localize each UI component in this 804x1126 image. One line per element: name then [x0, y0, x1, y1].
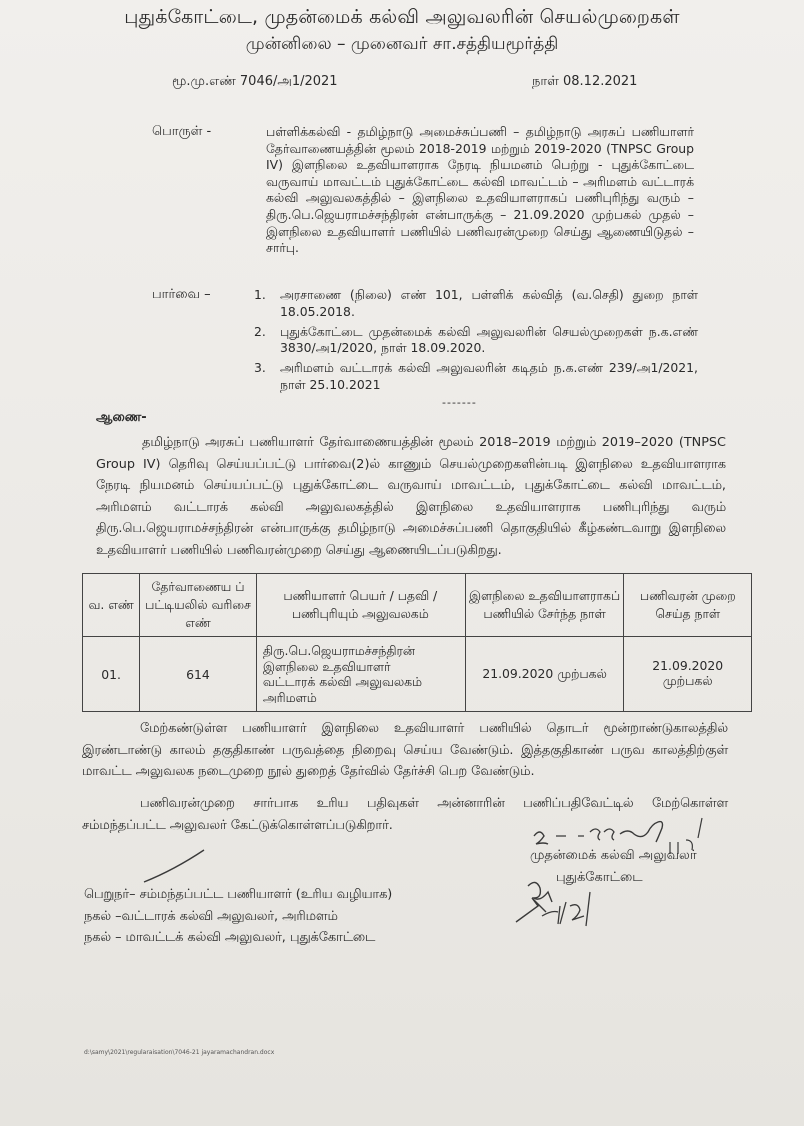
subject-label: பொருள் - — [152, 124, 212, 139]
header-serial: வ. எண் — [83, 574, 140, 637]
copy-list — [84, 884, 392, 949]
document-title: புதுக்கோட்டை, முதன்மைக் கல்வி அலுவலரின் செயல்முறைகள் — [124, 6, 680, 28]
employee-name: திரு.பெ.ஜெயராமச்சந்திரன் — [262, 643, 415, 658]
copy-line: நகல் –வட்டாரக் கல்வி அலுவலர், அரிமளம் — [84, 908, 338, 924]
recipient-line: பெறுநர்– சம்மந்தப்பட்ட பணியாளர் (உரிய வழியாக) — [84, 887, 393, 902]
reference-number: மூ.மு.எண் 7046/அ1/2021 — [172, 74, 338, 89]
records-paragraph: பணிவரன்முறை சார்பாக உரிய பதிவுகள் அன்னாரின் பணிப்பதிவேட்டில் மேற்கொள்ள சம்மந்தப்பட்ட அலுவலர் கேட்டுக்கொள்ளப்படுகிறார். — [82, 796, 728, 833]
cell-employee — [256, 637, 465, 712]
reference-item — [254, 360, 698, 394]
reference-item — [254, 287, 698, 321]
employee-place: அரிமளம் — [262, 689, 317, 705]
file-path-footer: d:\samy\2021\regularaisation\7046-21 jayaramachandran.docx — [84, 1049, 275, 1056]
order-paragraph: தமிழ்நாடு அரசுப் பணியாளர் தேர்வாணையத்தின் மூலம் 2018–2019 மற்றும் 2019–2020 (TNPSC Group IV) தெரிவு செய்யப்பட்டு பார்வை(2)ல் காணும் செயல்முறைகளின்படி இளநிலை உதவியாளராக நேரடி நியமனம் செய்யப்பட்டு புதுக்கோட்டை வருவாய் மாவட்டம், புதுக்கோட்டை கல்வி மாவட்டம், அரிமளம் வட்டாரக் கல்வி அலுவலகத்தில் இளநிலை உதவியாளராக பணிபுரிந்து வரும் திரு.பெ.ஜெயராமச்சந்திரன் என்பாருக்கு தமிழ்நாடு அமைச்சுப்பணி தொகுதியில் கீழ்கண்டவாறு இளநிலை உதவியாளர் பணியில் பணிவரன்முறை செய்து ஆணையிடப்படுகிறது. — [96, 435, 726, 558]
references-label: பார்வை – — [152, 287, 211, 302]
header-regularised: பணிவரன் முறை செய்த நாள் — [624, 574, 752, 637]
signatory-designation: முதன்மைக் கல்வி அலுவலர் — [530, 848, 697, 863]
reference-text: அரிமளம் வட்டாரக் கல்வி அலுவலரின் கடிதம் ந.க.எண் 239/அ1/2021, நாள் 25.10.2021 — [280, 360, 698, 392]
table-header-row — [83, 574, 752, 637]
copy-line: நகல் – மாவட்டக் கல்வி அலுவலர், புதுக்கோட்டை — [84, 930, 376, 945]
reference-item — [254, 324, 698, 358]
header-employee: பணியாளர் பெயர் / பதவி / பணிபுரியும் அலுவலகம் — [256, 574, 465, 637]
table-row — [83, 637, 752, 712]
document-date: நாள் 08.12.2021 — [532, 74, 638, 89]
reference-number-label: 3. — [254, 360, 266, 376]
cell-rank: 614 — [140, 637, 257, 712]
header-rank: தேர்வாணைய ப் பட்டியலில் வரிசை எண் — [140, 574, 257, 637]
employee-post: இளநிலை உதவியாளர் — [262, 658, 391, 674]
reference-text: அரசாணை (நிலை) எண் 101, பள்ளிக் கல்வித் (வ.செதி) துறை நாள் 18.05.2018. — [280, 287, 698, 319]
probation-paragraph: மேற்கண்டுள்ள பணியாளர் இளநிலை உதவியாளர் பணியில் தொடர் மூன்றாண்டுகாலத்தில் இரண்டாண்டு காலம் தகுதிகாண் பருவத்தை நிறைவு செய்ய வேண்டும். இத்தகுதிகாண் பருவ காலத்திற்குள் மாவட்ட அலுவலக நடைமுறை நூல் துறைத் தேர்வில் தேர்ச்சி பெற வேண்டும். — [82, 721, 728, 779]
reference-number-label: 1. — [254, 287, 266, 302]
appointment-table — [82, 573, 752, 712]
signatory-place: புதுக்கோட்டை — [556, 870, 643, 885]
subject-text: பள்ளிக்கல்வி - தமிழ்நாடு அமைச்சுப்பணி – தமிழ்நாடு அரசுப் பணியாளர் தேர்வாணையத்தின் மூலம் 2018-2019 மற்றும் 2019-2020 (TNPSC Group IV) இளநிலை உதவியாளராக நேரடி நியமனம் பெற்று - புதுக்கோட்டை வருவாய் மாவட்டம் புதுக்கோட்டை கல்வி மாவட்டம் – அரிமளம் வட்டாரக் கல்வி அலுவலகத்தில் – இளநிலை உதவியாளராகப் பணிபுரிந்து வரும் – திரு.பெ.ஜெயராமச்சந்திரன் என்பாருக்கு – 21.09.2020 முற்பகல் முதல் – இளநிலை உதவியாளர் பணியில் பணிவரன்முறை செய்து ஆணையிடுதல் – சார்பு. — [266, 124, 694, 256]
header-joined: இளநிலை உதவியாளராகப் பணியில் சேர்ந்த நாள் — [465, 574, 624, 637]
order-heading: ஆணை- — [96, 410, 147, 425]
employee-office: வட்டாரக் கல்வி அலுவலகம் — [262, 674, 423, 689]
cell-serial: 01. — [83, 637, 140, 712]
reference-text: புதுக்கோட்டை முதன்மைக் கல்வி அலுவலரின் செயல்முறைகள் ந.க.எண் 3830/அ1/2020, நாள் 18.09.2020. — [280, 323, 698, 356]
regularised-date: 21.09.2020 — [652, 658, 724, 673]
cell-joined: 21.09.2020 முற்பகல் — [465, 637, 624, 712]
cell-regularised — [624, 637, 752, 712]
pen-stroke — [140, 846, 210, 886]
dated-initials — [508, 872, 598, 932]
regularised-session: முற்பகல் — [662, 673, 713, 688]
section-separator: ------- — [442, 396, 477, 409]
reference-number-label: 2. — [254, 323, 266, 339]
document-subtitle: முன்னிலை – முனைவர் சா.சத்தியமூர்த்தி — [245, 34, 559, 54]
references-list — [254, 287, 698, 397]
